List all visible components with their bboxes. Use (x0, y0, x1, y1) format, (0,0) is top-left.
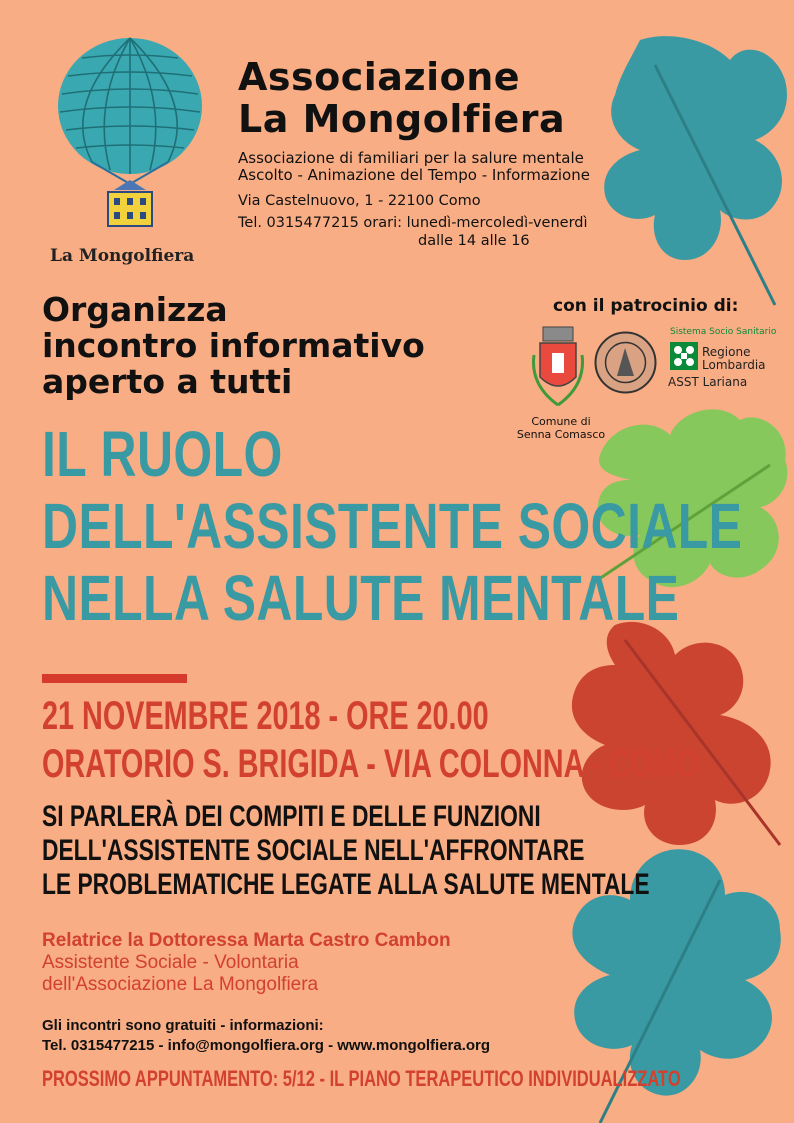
regione-lombardia-icon (670, 342, 698, 370)
speaker-role-line2: dell'Associazione La Mongolfiera (42, 974, 319, 995)
organization-name-line1: Associazione (238, 55, 521, 99)
event-date-time: 21 NOVEMBRE 2018 - ORE 20.00 (42, 694, 489, 738)
info-block (42, 1016, 490, 1056)
event-title-line3: NELLA SALUTE MENTALE (42, 562, 680, 634)
regione-line1: Regione (702, 345, 751, 359)
event-title-line1: IL RUOLO (42, 418, 283, 490)
topics-line1: SI PARLERÀ DEI COMPITI E DELLE FUNZIONI (42, 800, 541, 833)
organization-subtitle-line1: Associazione di familiari per la salure mentale (238, 149, 584, 167)
intro-line3: aperto a tutti (42, 362, 293, 401)
organization-subtitle-line2: Ascolto - Animazione del Tempo - Informazione (238, 166, 590, 184)
speaker-role-line1: Assistente Sociale - Volontaria (42, 952, 299, 973)
ssr-label: Sistema Socio Sanitario (670, 327, 777, 337)
hot-air-balloon-icon (52, 34, 208, 234)
event-location: ORATORIO S. BRIGIDA - VIA COLONNA - COMO (42, 742, 699, 786)
organization-subtitle (238, 150, 590, 184)
patronage-title: con il patrocinio di: (553, 296, 739, 316)
regione-line2: Lombardia (702, 358, 766, 372)
speaker-name: Relatrice la Dottoressa Marta Castro Cambon (42, 930, 451, 951)
organization-address: Via Castelnuovo, 1 - 22100 Como (238, 193, 481, 209)
event-title-line2: DELL'ASSISTENTE SOCIALE (42, 490, 743, 562)
event-title (42, 418, 742, 634)
organization-name (238, 56, 565, 140)
topics-line2: DELL'ASSISTENTE SOCIALE NELL'AFFRONTARE (42, 834, 585, 867)
teal-leaf-top-icon (560, 20, 794, 320)
comune-line2: Senna Comasco (516, 428, 606, 441)
asst-label: ASST Lariana (668, 375, 748, 389)
organization-name-line2: La Mongolfiera (238, 97, 566, 141)
info-line1: Gli incontri sono gratuiti - informazioni: (42, 1017, 324, 1034)
regione-label (702, 346, 766, 372)
next-event: PROSSIMO APPUNTAMENTO: 5/12 - IL PIANO TERAPEUTICO INDIVIDUALIZZATO (42, 1066, 681, 1091)
logo-caption: La Mongolfiera (50, 246, 195, 266)
speaker-block (42, 930, 451, 996)
topics-line3: LE PROBLEMATICHE LEGATE ALLA SALUTE MENTALE (42, 868, 650, 901)
intro-heading (42, 292, 425, 400)
hospital-seal-icon (593, 330, 658, 395)
organization-hours-time: dalle 14 alle 16 (418, 233, 530, 249)
organization-tel-hours: Tel. 0315477215 orari: lunedì-mercoledì-venerdì (238, 215, 588, 231)
info-contacts: Tel. 0315477215 - info@mongolfiera.org - www.mongolfiera.org (42, 1037, 491, 1054)
intro-line2: incontro informativo (42, 326, 425, 365)
event-topics (42, 800, 650, 902)
comune-line1: Comune di (531, 415, 591, 428)
divider (42, 674, 187, 683)
comune-crest-icon (528, 325, 588, 410)
event-details (42, 692, 699, 788)
intro-line1: Organizza (42, 290, 228, 329)
